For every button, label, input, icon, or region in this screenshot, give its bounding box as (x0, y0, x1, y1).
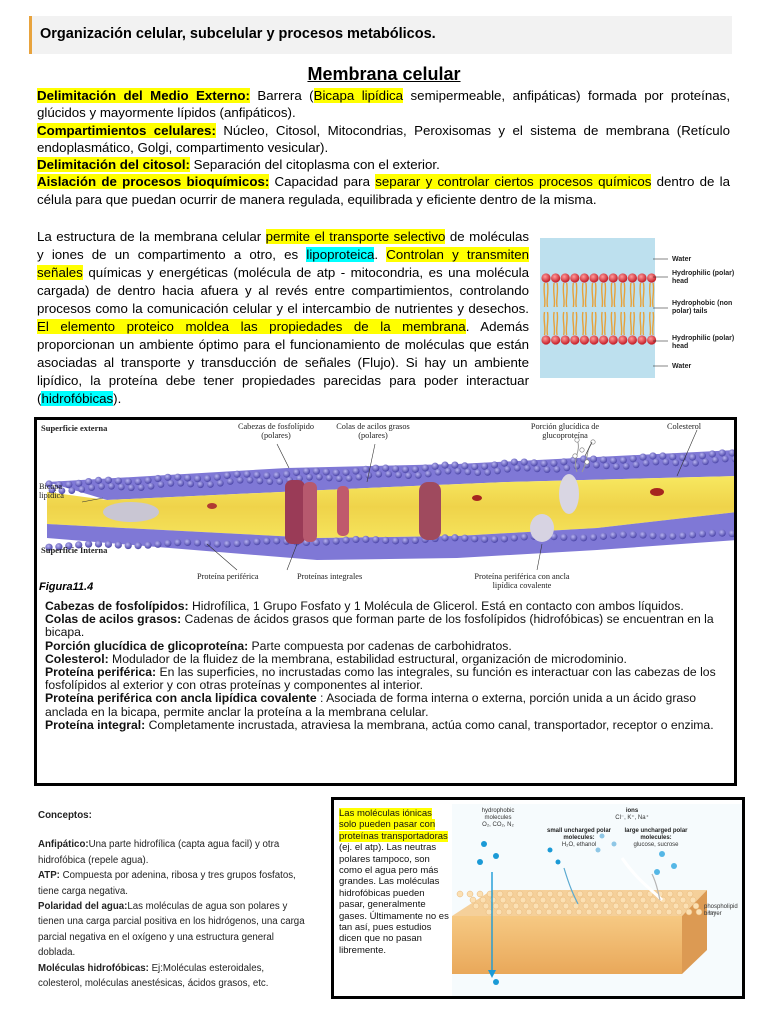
label-porcion-glucidica: Porción glucídica de glucoproteína (530, 422, 600, 440)
label-superficie-externa: Superficie externa (41, 423, 108, 433)
label-proteinas-integrales: Proteínas integrales (297, 572, 363, 581)
label-ancla-lipidica: Proteína periférica con ancla lipídica covalente (474, 572, 570, 590)
concepts-section (38, 808, 310, 991)
label-colesterol: Colesterol (667, 422, 702, 431)
label-hydrophilic-bottom: Hydrophilic (polar) head (672, 335, 735, 350)
concept-anfipatico: Anfipático:Una parte hidrofílica (capta agua facil) y otra hidrofóbica (repele agua). (38, 839, 280, 866)
intro-item-compartimientos: Compartimientos celulares: Núcleo, Citosol, Mitocondrias, Peroxisomas y el sistema de membrana (Retículo endoplasmático, Golgi, compartimento vesicular). (37, 122, 730, 155)
concept-hidrofobicas: Moléculas hidrofóbicas: Ej:Moléculas esteroidales, colesterol, moléculas anestésicas, ácidos grasos, etc. (38, 962, 269, 990)
label-water-bottom: Water (672, 363, 692, 370)
label-hydrophobic: Hydrophobic (non polar) tails (672, 300, 733, 315)
def-porcion-glucidica: Porción glucídica de glicoproteína: Parte compuesta por cadenas de carbohidratos. (45, 638, 512, 653)
def-cabezas: Cabezas de fosfolípidos: Hidrofílica, 1 Grupo Fosfato y 1 Molécula de Glicerol. Está en contacto con ambos líquidos. (45, 599, 684, 613)
concept-polaridad: Polaridad del agua:Las moléculas de agua son polares y tienen una carga parcial positiva en los hidrógenos, una carga parcial negativa en el oxígeno y una estructura general doblada. (38, 901, 305, 959)
bilayer-diagram (540, 238, 736, 378)
document-header (29, 16, 732, 54)
label-phospholipid-bilayer: phospholipid bilayer (704, 904, 738, 917)
intro-item-medio-externo: Delimitación del Medio Externo: Barrera (Bicapa lipídica semipermeable, anfipáticas) formada por proteínas, glúcidos y mayormente lípidos (anfipáticos). (37, 88, 731, 121)
header-title: Organización celular, subcelular y procesos metabólicos. (40, 26, 436, 42)
label-cabezas: Cabezas de fosfolípido (polares) (237, 422, 315, 440)
membrane-figure (34, 417, 737, 786)
label-superficie-interna: Superficie Interna (41, 545, 108, 555)
intro-section (37, 87, 730, 208)
structure-paragraph: La estructura de la membrana celular permite el transporte selectivo de moléculas y iones de un compartimento a otro, es lipoproteica. Controlan y transmiten señales químicas y energéticas (molécula de atp - mitocondria, es una molécula cargada) de dentro hacia afuera y al revés entre compartimientos, controlando procesos como la comunicación celular y el intercambio de nutrientes y desechos. El elemento proteico moldea las propiedades de la membrana. Además proporcionan un ambiente óptimo para el funcionamiento de moléculas que están asociadas al transporte y transducción de señales (Flujo). Si hay un ambiente lipídico, la proteína debe tener propiedades parecidas para poder interactuar (hidrofóbicas). (37, 229, 530, 406)
def-colesterol: Colesterol: Modulador de la fluidez de la membrana, estabilidad estructural, organización de microdominio. (45, 651, 627, 666)
label-hydrophilic-top: Hydrophilic (polar) head (672, 270, 735, 285)
figure-definitions (45, 600, 728, 732)
intro-item-aislacion: Aislación de procesos bioquímicos: Capacidad para separar y controlar ciertos procesos químicos dentro de la célula para que puedan ocurrir de manera regulada, equilibrada y eficiente dentro de la misma. (37, 174, 731, 207)
page-title: Membrana celular (307, 64, 461, 84)
label-bicapa: Bicapa lipídica (39, 482, 64, 500)
permeability-box (331, 797, 745, 999)
intro-item-citosol: Delimitación del citosol: Separación del citoplasma con el exterior. (37, 157, 440, 173)
def-proteina-periferica: Proteína periférica: En las superficies, no incrustadas como las integrales, su función es interactuar con las cabezas de los fosfolípidos al exterior y con otras proteínas y componentes al interior. (45, 665, 716, 693)
def-proteina-ancla: Proteína periférica con ancla lipídica covalente : Asociada de forma interna o externa, porción unida a un ácido graso anclada en la bicapa, permite anclar la proteína a la membrana celular. (45, 691, 697, 719)
label-proteina-periferica: Proteína periférica (197, 572, 259, 581)
def-colas: Colas de acilos grasos: Cadenas de ácidos grasos que forman parte de los fosfolípidos (hidrofóbicas) se encuentran en la bicapa. (45, 612, 714, 640)
def-proteina-integral: Proteína integral: Completamente incrustada, atraviesa la membrana, actúa como canal, transportador, receptor o enzima. (45, 717, 714, 732)
label-water-top: Water (672, 256, 692, 263)
permeability-text: Las moléculas iónicas solo pueden pasar con proteínas transportadoras (ej. el atp). Las neutras polares tampoco, son como el agua pero más grandes. Las moléculas hidrofóbicas pueden pasar, generalmente gases. Últimamente no es tan así, pues estudios dicen que no pasan libremente. (339, 808, 449, 956)
label-ions: ions Cl⁻, K⁺, Na⁺ (615, 808, 649, 821)
permeability-diagram (452, 804, 742, 996)
figure-caption: Figura11.4 (39, 581, 94, 593)
label-small-polar: small uncharged polar molecules: H₂O, ethanol (546, 828, 612, 848)
concept-atp: ATP: Compuesta por adenina, ribosa y tres grupos fosfatos, tiene carga negativa. (38, 870, 296, 897)
label-large-polar: large uncharged polar molecules: glucose, sucrose (624, 828, 688, 848)
label-colas: Colas de acilos grasos (polares) (336, 422, 410, 440)
label-hydrophobic-molecules: hydrophobic molecules O₂, CO₂, N₂ (481, 808, 515, 828)
concepts-heading: Conceptos: (38, 810, 92, 821)
